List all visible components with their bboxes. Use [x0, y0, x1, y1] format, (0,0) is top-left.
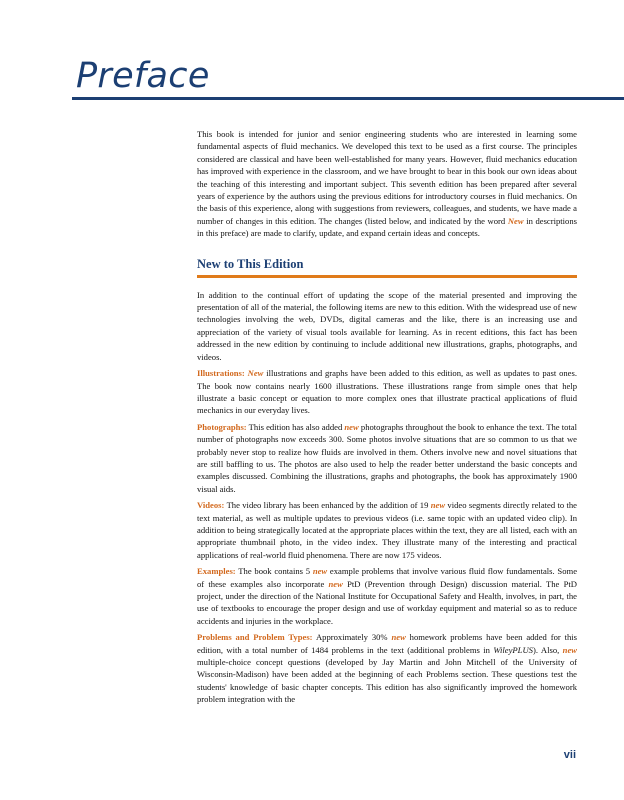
illustrations-text: illustrations and graphs have been added to this edition, as well as updates to past ones. The book now contains nearly 1600 illustrations. These illustrations range from simple ones that help illustrate a basic concept or equation to more complex ones that illustrate practical applications of fluid mechanics in our everyday lives. [197, 368, 577, 416]
photographs-text-before: This edition has also added [248, 421, 343, 432]
photographs-paragraph [197, 421, 577, 495]
examples-text-2: example problems that involve various fluid flow fundamentals. Some of these examples also incorporate [197, 566, 578, 589]
problems-text-3: ). Also, [532, 644, 560, 655]
videos-text-before: The video library has been enhanced by the addition of 19 [226, 500, 429, 511]
page-title: Preface [76, 56, 210, 96]
preface-header [0, 52, 624, 100]
problems-paragraph [197, 631, 577, 705]
new-marker: new [312, 566, 328, 577]
videos-label: Videos: [197, 500, 225, 511]
preface-body [197, 128, 577, 710]
intro-text-part1: This book is intended for junior and senior engineering students who are interested in learning some fundamental aspects of fluid mechanics. We developed this text to be used as a first course. The principles considered are classical and have been well-established for many years. However, fluid mechanics education has improved with experience in the classroom, and we have brought to bear in this book our own ideas about the teaching of this interesting and important subject. This seventh edition has been prepared after several years of experience by the authors using the previous editions for introductory courses in fluid mechanics. On the basis of this experience, along with suggestions from reviewers, colleagues, and students, we have made a number of changes in this edition. The changes (listed below, and indicated by the word [197, 129, 577, 226]
problems-text-1: Approximately 30% [315, 632, 388, 643]
illustrations-label: Illustrations: [197, 368, 245, 379]
intro-paragraph [197, 128, 577, 240]
examples-label: Examples: [197, 566, 236, 577]
page-number: vii [563, 749, 576, 761]
section-intro-paragraph: In addition to the continual effort of updating the scope of the material presented and improving the presentation of all of the material, the following items are new to this edition. With the widespread use of new technologies involving the web, DVDs, digital cameras and the like, there is an increasing use and appreciation of the variety of visual tools available for learning. As in recent editions, this fact has been addressed in the new edition by continuing to include additional new illustrations, graphs, photographs, and videos. [197, 289, 577, 362]
photographs-label: Photographs: [197, 421, 247, 432]
intro-text-part2: in descriptions in this preface) are made to clarify, update, and expand certain ideas and concepts. [197, 215, 577, 239]
problems-text-4: multiple-choice concept questions (developed by Jay Martin and John Mitchell of the University of Wisconsin-Madison) have been added at the beginning of each Problems section. These questions test the students' knowledge of basic chapter concepts. This edition has also significantly improved the homework problem integration with the [197, 657, 577, 705]
new-marker: New [507, 215, 524, 226]
new-marker: New [247, 368, 264, 379]
title-divider [72, 97, 624, 100]
examples-text-1: The book contains 5 [238, 566, 311, 577]
wileyplus-name: WileyPLUS [493, 644, 533, 655]
section-heading: New to This Edition [197, 256, 304, 271]
section-divider [197, 275, 577, 278]
photographs-text-after: photographs throughout the book to enhance the text. The total number of photographs now exceeds 300. Some photos involve situations that are so common to us that we probably never stop to realize how fluids are involved in them. Others involve new and novel situations that are still baffling to us. The photos are also used to help the reader better understand the basic concepts and examples discussed. Combining the illustrations, graphs and photographs, the book has approximately 1900 visual aids. [197, 421, 577, 494]
new-marker: new [391, 632, 406, 643]
new-marker: new [430, 500, 446, 511]
new-marker: new [328, 578, 343, 589]
problems-text-2: homework problems have been added for this edition, with a total number of 1484 problems in the text (additional problems in [197, 632, 578, 655]
problems-label: Problems and Problem Types: [197, 632, 313, 643]
new-marker: new [344, 421, 359, 432]
examples-text-3: PtD (Prevention through Design) discussion material. The PtD project, under the direction of the National Institute for Occupational Safety and Health, involves, in part, the use of textbooks to encourage the proper design and use of workday equipment and material so as to reduce accidents and injuries in the workplace. [197, 578, 578, 626]
videos-paragraph [197, 499, 577, 561]
illustrations-paragraph [197, 367, 577, 417]
new-marker: new [562, 644, 577, 655]
videos-text-after: video segments directly related to the text material, as well as multiple updates to previous videos (i.e. same topic with an updated video clip). In addition to being strategically located at the appropriate places within the text, they are all listed, each with an appropriate thumbnail photo, in the video index. They illustrate many of the interesting and practical applications of real-world fluid phenomena. There are now 175 videos. [197, 500, 577, 560]
examples-paragraph [197, 565, 577, 627]
